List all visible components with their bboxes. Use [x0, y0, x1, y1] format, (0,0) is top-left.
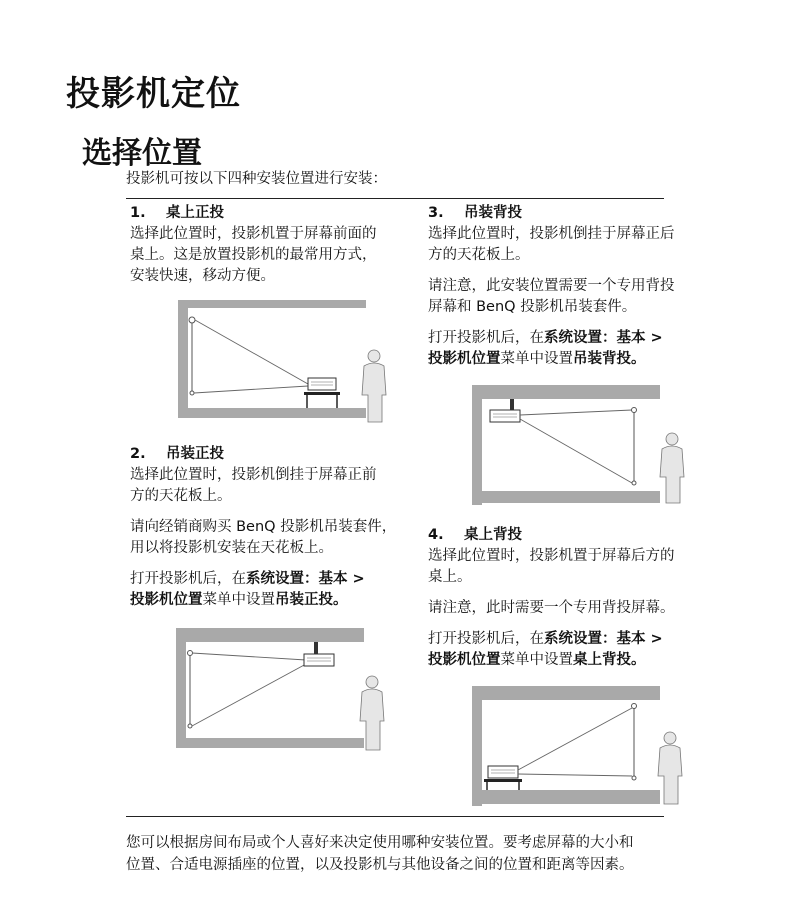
page-title: 投影机定位	[66, 74, 241, 114]
note-line: 屏幕和 BenQ 投影机吊装套件。	[428, 299, 637, 315]
note-line: 请注意，此安装位置需要一个专用背投	[428, 278, 675, 294]
section-line: 方的天花板上。	[428, 247, 530, 263]
menu-instruction: 打开投影机后，在系统设置：基本 >	[130, 571, 365, 587]
bottom-divider	[126, 816, 664, 817]
section-number: 3.	[428, 205, 444, 221]
menu-instruction: 打开投影机后，在系统设置：基本 >	[428, 631, 663, 647]
section-number: 2.	[130, 446, 146, 462]
menu-instruction-2: 投影机位置菜单中设置桌上背投。	[428, 652, 646, 668]
footer-line: 位置、合适电源插座的位置，以及投影机与其他设备之间的位置和距离等因素。	[126, 857, 634, 873]
section-title: 桌上正投	[166, 205, 224, 221]
top-divider	[126, 198, 664, 199]
footer-note	[126, 832, 686, 876]
section-line: 选择此位置时，投影机置于屏幕后方的	[428, 548, 675, 564]
figure-ceiling-rear	[472, 385, 697, 505]
figure-floor-rear	[472, 686, 697, 808]
section-3	[428, 203, 718, 370]
note-line: 请向经销商购买 BenQ 投影机吊装套件，	[130, 519, 397, 535]
note-line: 用以将投影机安装在天花板上。	[130, 540, 333, 556]
figure-ceiling-front	[176, 628, 396, 753]
section-title: 桌上背投	[464, 527, 522, 543]
intro-text: 投影机可按以下四种安装位置进行安装：	[126, 171, 387, 187]
section-title: 吊装背投	[464, 205, 522, 221]
section-line: 安装快速，移动方便。	[130, 268, 275, 284]
section-subtitle: 选择位置	[82, 136, 202, 171]
section-1	[130, 203, 420, 287]
note-line: 请注意，此时需要一个专用背投屏幕。	[428, 600, 675, 616]
person-icon	[658, 732, 682, 804]
section-line: 方的天花板上。	[130, 488, 232, 504]
section-line: 桌上。这是放置投影机的最常用方式，	[130, 247, 377, 263]
section-2	[130, 444, 425, 611]
section-number: 4.	[428, 527, 444, 543]
section-title: 吊装正投	[166, 446, 224, 462]
section-line: 桌上。	[428, 569, 472, 585]
menu-instruction: 打开投影机后，在系统设置：基本 >	[428, 330, 663, 346]
section-number: 1.	[130, 205, 146, 221]
section-line: 选择此位置时，投影机置于屏幕前面的	[130, 226, 377, 242]
footer-line: 您可以根据房间布局或个人喜好来决定使用哪种安装位置。要考虑屏幕的大小和	[126, 835, 634, 851]
menu-instruction-2: 投影机位置菜单中设置吊装正投。	[130, 592, 348, 608]
section-line: 选择此位置时，投影机倒挂于屏幕正后	[428, 226, 675, 242]
section-4	[428, 525, 718, 671]
section-line: 选择此位置时，投影机倒挂于屏幕正前	[130, 467, 377, 483]
person-icon	[660, 433, 684, 503]
figure-floor-front	[176, 300, 396, 425]
menu-instruction-2: 投影机位置菜单中设置吊装背投。	[428, 351, 646, 367]
